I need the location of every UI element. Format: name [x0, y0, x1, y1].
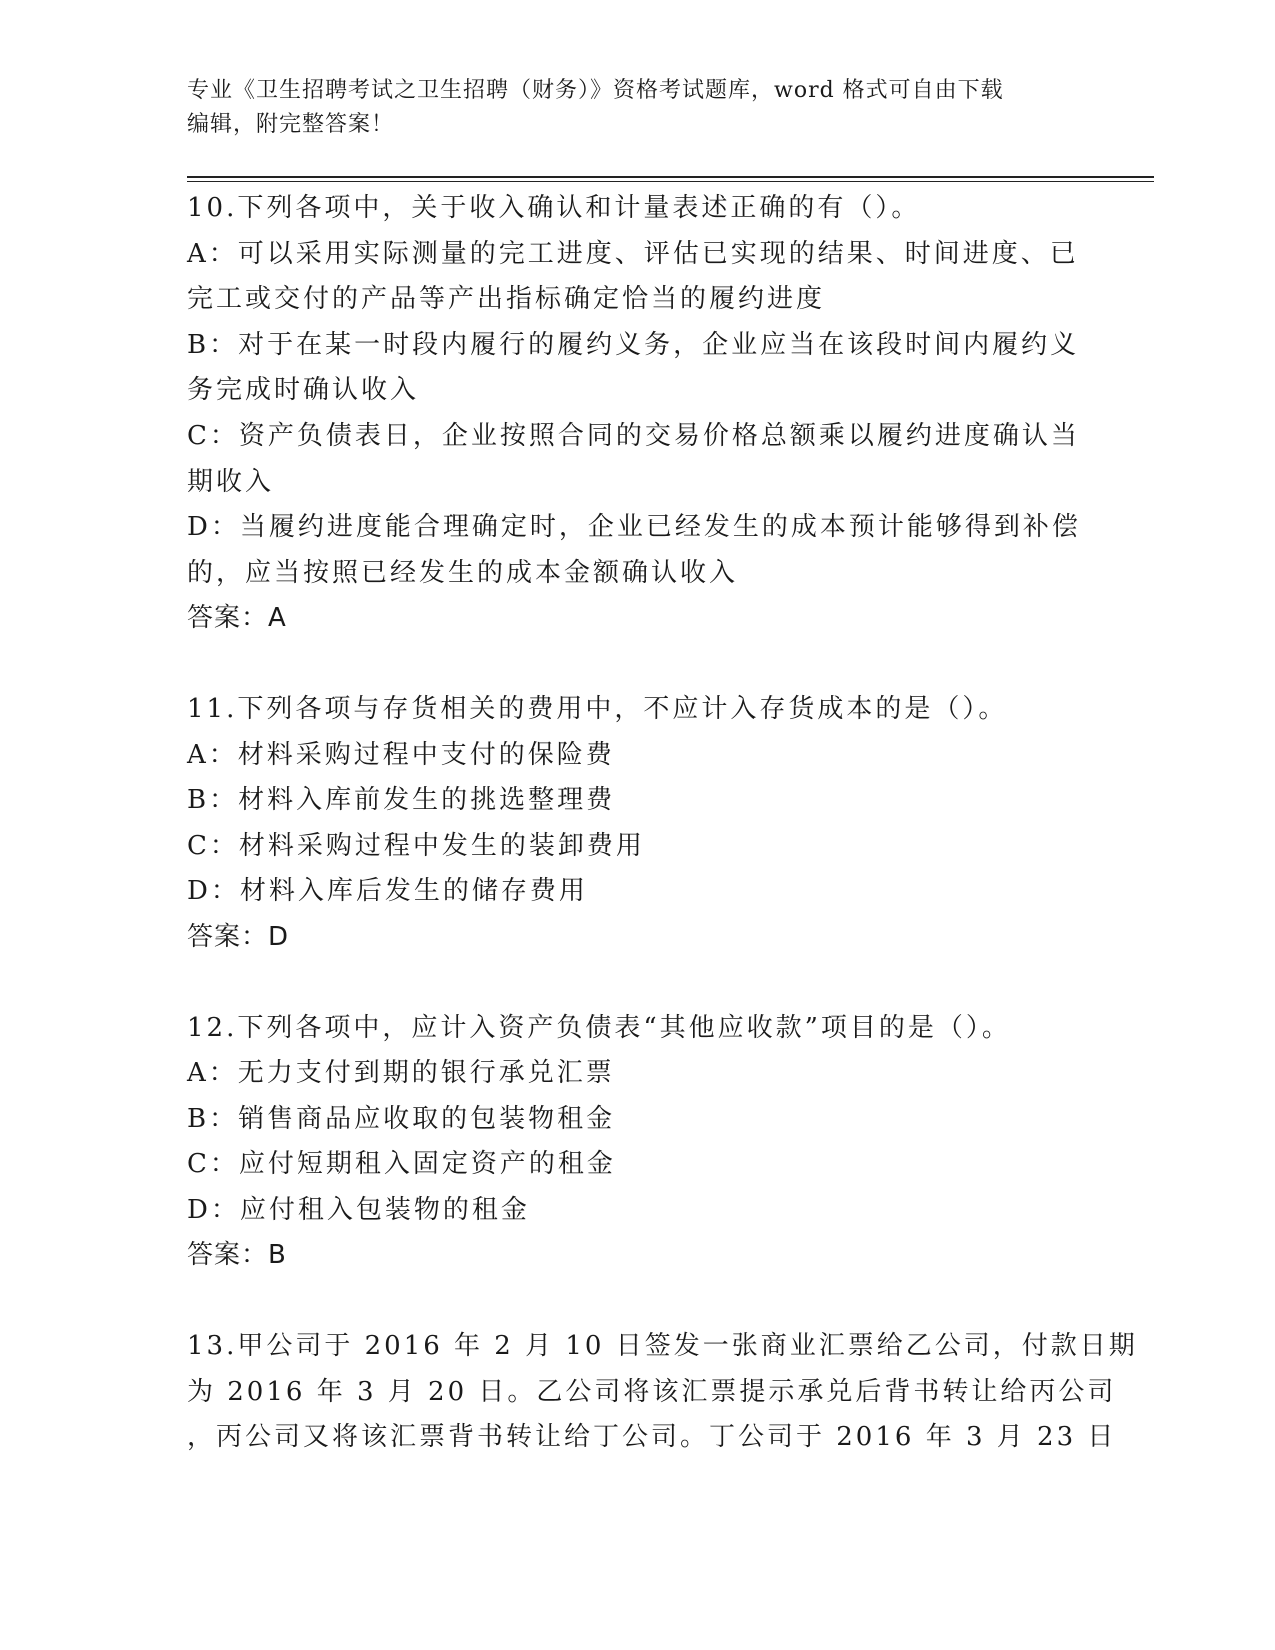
header-line: 编辑，附完整答案！ — [187, 112, 395, 137]
option-b: B：材料入库前发生的挑选整理费 — [187, 785, 616, 816]
document-header — [187, 74, 1087, 142]
question-13 — [187, 1324, 1138, 1461]
question-11 — [187, 687, 1087, 961]
option-b-continued: 务完成时确认收入 — [187, 375, 420, 406]
question-list — [187, 186, 1138, 1461]
option-c: C：材料采购过程中发生的装卸费用 — [187, 830, 645, 861]
question-12 — [187, 1006, 1087, 1280]
header-rule-thin — [187, 181, 1154, 182]
question-stem-continued: 为 2016 年 3 月 20 日。乙公司将该汇票提示承兑后背书转让给丙公司 — [187, 1376, 1117, 1407]
option-a: A：无力支付到期的银行承兑汇票 — [187, 1058, 615, 1089]
header-line: 专业《卫生招聘考试之卫生招聘（财务）》资格考试题库，word 格式可自由下载 — [187, 78, 1004, 103]
option-c: C：应付短期租入固定资产的租金 — [187, 1149, 616, 1180]
option-d: D：应付租入包装物的租金 — [187, 1194, 530, 1225]
question-10 — [187, 186, 1087, 642]
option-c-continued: 期收入 — [187, 466, 275, 497]
option-d: D：材料入库后发生的储存费用 — [187, 876, 588, 907]
answer-line: 答案：D — [187, 921, 290, 952]
answer-line: 答案：A — [187, 603, 287, 634]
question-stem: 10.下列各项中，关于收入确认和计量表述正确的有（）。 — [187, 193, 921, 223]
option-c: C：资产负债表日，企业按照合同的交易价格总额乘以履约进度确认当 — [187, 420, 1080, 451]
question-stem: 12.下列各项中，应计入资产负债表“其他应收款”项目的是（）。 — [187, 1012, 1011, 1043]
header-rule-thick — [187, 176, 1154, 178]
question-stem-continued: ，丙公司又将该汇票背书转让给丁公司。丁公司于 2016 年 3 月 23 日 — [187, 1422, 1117, 1453]
answer-line: 答案：B — [187, 1240, 287, 1271]
option-b: B：对于在某一时段内履行的履约义务，企业应当在该段时间内履约义 — [187, 329, 1080, 360]
option-d-continued: 的，应当按照已经发生的成本金额确认收入 — [187, 557, 739, 588]
option-a: A：可以采用实际测量的完工进度、评估已实现的结果、时间进度、已 — [187, 238, 1079, 269]
question-stem: 11.下列各项与存货相关的费用中，不应计入存货成本的是（）。 — [187, 693, 1008, 724]
question-stem: 13.甲公司于 2016 年 2 月 10 日签发一张商业汇票给乙公司，付款日期 — [187, 1331, 1138, 1362]
option-b: B：销售商品应收取的包装物租金 — [187, 1103, 616, 1134]
option-d: D：当履约进度能合理确定时，企业已经发生的成本预计能够得到补偿 — [187, 512, 1081, 543]
option-a: A：材料采购过程中支付的保险费 — [187, 739, 615, 770]
option-a-continued: 完工或交付的产品等产出指标确定恰当的履约进度 — [187, 284, 826, 315]
